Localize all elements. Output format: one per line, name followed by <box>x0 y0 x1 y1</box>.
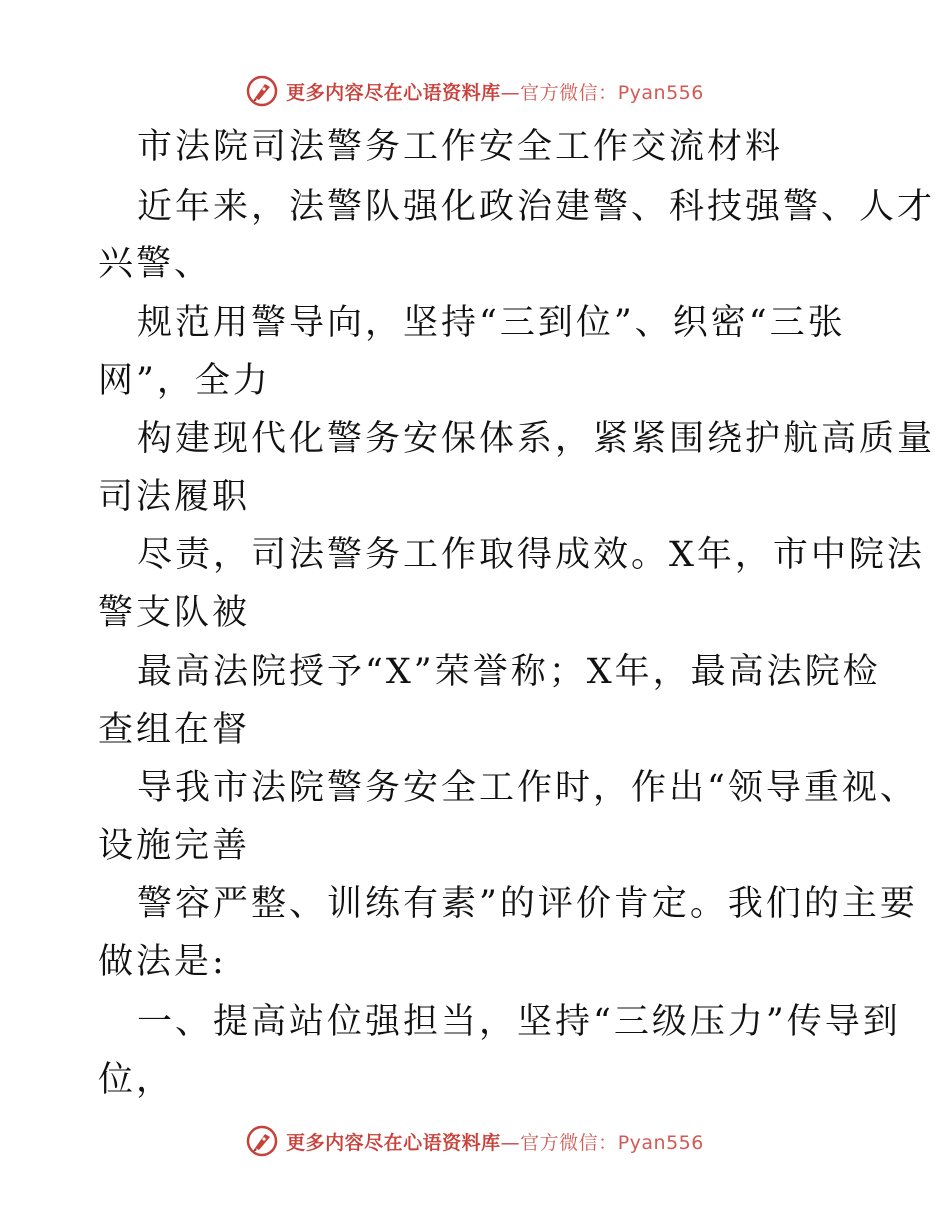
watermark-wechat-id: Pyan556 <box>617 81 704 104</box>
fountain-pen-logo-icon <box>246 1125 278 1157</box>
document-title: 市法院司法警务工作安全工作交流材料 <box>137 127 784 167</box>
watermark-wechat-label: 官方微信： <box>520 81 618 104</box>
footer-watermark <box>0 1121 950 1161</box>
paragraph-line: 兴警、 <box>98 244 213 284</box>
paragraph-line: 警支队被 <box>98 593 251 633</box>
paragraph-line: 导我市法院警务安全工作时，作出“领导重视、 <box>137 768 918 808</box>
paragraph-line: 位， <box>98 1060 175 1100</box>
watermark-wechat-id: Pyan556 <box>617 1131 704 1154</box>
watermark-text <box>286 78 704 105</box>
paragraph-line: 尽责，司法警务工作取得成效。X年，市中院法 <box>137 535 925 575</box>
watermark-main-text: 更多内容尽在心语资料库 <box>286 1131 501 1154</box>
paragraph-line: 构建现代化警务安保体系，紧紧围绕护航高质量 <box>137 419 936 459</box>
watermark-main-text: 更多内容尽在心语资料库 <box>286 81 501 104</box>
watermark-wechat-label: 官方微信： <box>520 1131 618 1154</box>
paragraph-line: 规范用警导向，坚持“三到位”、织密“三张 <box>137 303 846 343</box>
paragraph-line: 司法履职 <box>98 477 251 517</box>
paragraph-line: 最高法院授予“X”荣誉称；X年，最高法院检 <box>137 652 881 692</box>
watermark-text <box>286 1128 704 1155</box>
paragraph-line: 做法是: <box>98 942 227 982</box>
paragraph-line: 一、提高站位强担当，坚持“三级压力”传导到 <box>137 1002 901 1042</box>
watermark-separator: — <box>500 81 521 104</box>
paragraph-line: 查组在督 <box>98 710 251 750</box>
paragraph-line: 网”，全力 <box>98 361 271 401</box>
header-watermark <box>0 71 950 111</box>
paragraph-line: 警容严整、训练有素”的评价肯定。我们的主要 <box>137 884 918 924</box>
paragraph-line: 近年来，法警队强化政治建警、科技强警、人才 <box>137 187 936 227</box>
paragraph-line: 设施完善 <box>98 826 251 866</box>
watermark-separator: — <box>500 1131 521 1154</box>
fountain-pen-logo-icon <box>246 75 278 107</box>
